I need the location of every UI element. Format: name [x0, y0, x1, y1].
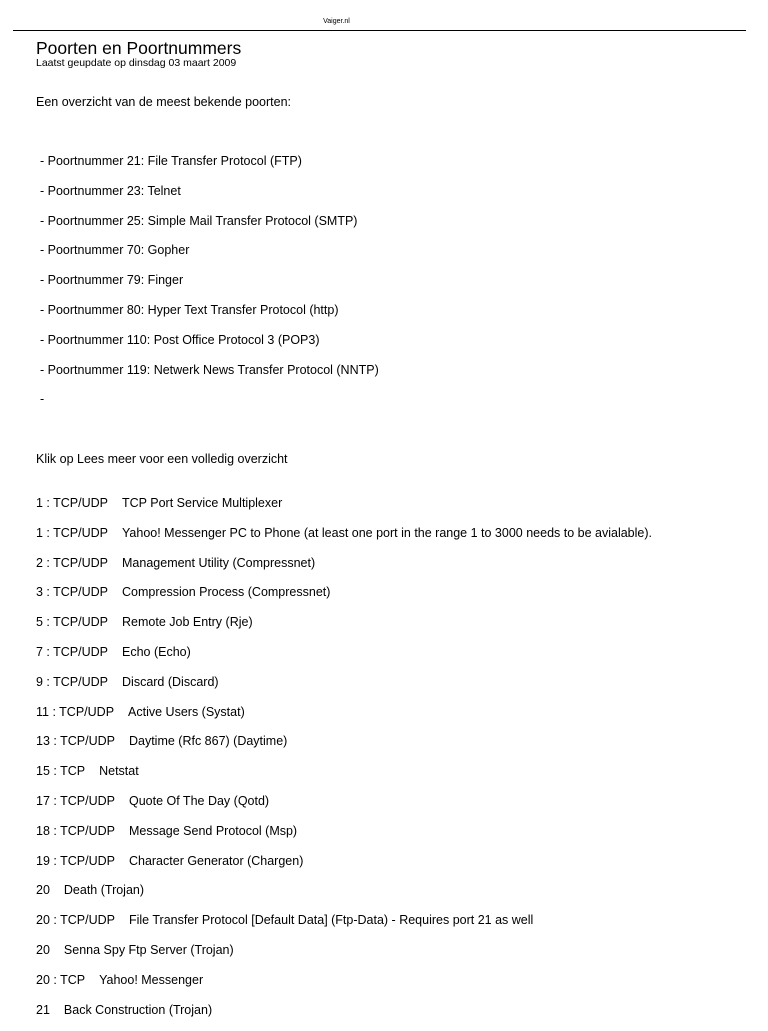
- table-row: [36, 525, 652, 555]
- list-item: - Poortnummer 25: Simple Mail Transfer Protocol (SMTP): [40, 213, 358, 228]
- table-row: [36, 674, 652, 704]
- list-item: - Poortnummer 119: Netwerk News Transfer Protocol (NNTP): [40, 362, 379, 377]
- table-row: [36, 1002, 652, 1031]
- port-number: 19 : TCP/UDP: [36, 853, 115, 868]
- table-row: [36, 555, 652, 585]
- port-service: Quote Of The Day (Qotd): [128, 793, 270, 808]
- port-service: Character Generator (Chargen): [128, 853, 304, 868]
- port-number: 2 : TCP/UDP: [36, 555, 109, 570]
- table-row: [36, 763, 652, 793]
- port-service: Netstat: [99, 764, 139, 779]
- port-service: Back Construction (Trojan): [63, 1002, 213, 1017]
- port-number: 5 : TCP/UDP: [36, 615, 109, 630]
- port-service: Message Send Protocol (Msp): [128, 823, 298, 838]
- list-item: - Poortnummer 21: File Transfer Protocol (FTP): [40, 154, 302, 168]
- table-row: [36, 793, 652, 823]
- list-item: - Poortnummer 79: Finger: [40, 273, 184, 288]
- port-service: Management Utility (Compressnet): [122, 555, 316, 570]
- port-service: Death (Trojan): [63, 883, 145, 898]
- table-row: [36, 882, 652, 912]
- full-port-list: [36, 495, 652, 1031]
- port-number: 17 : TCP/UDP: [36, 793, 115, 808]
- common-ports-list: [40, 153, 379, 421]
- port-service: Discard (Discard): [122, 674, 219, 689]
- list-item: - Poortnummer 80: Hyper Text Transfer Protocol (http): [40, 302, 339, 317]
- port-number: 13 : TCP/UDP: [36, 734, 115, 749]
- port-service: TCP Port Service Multiplexer: [122, 496, 283, 510]
- header-divider: [13, 30, 746, 31]
- port-service: Remote Job Entry (Rje): [122, 615, 253, 630]
- intro-text: Een overzicht van de meest bekende poorten:: [36, 95, 292, 109]
- table-row: [36, 733, 652, 763]
- port-number: 9 : TCP/UDP: [36, 674, 109, 689]
- list-item: -: [40, 392, 45, 407]
- port-service: Senna Spy Ftp Server (Trojan): [63, 942, 234, 957]
- port-service: Yahoo! Messenger PC to Phone (at least one port in the range 1 to 3000 needs to be avialable).: [122, 525, 652, 540]
- port-number: 21: [36, 1002, 50, 1017]
- port-service: File Transfer Protocol [Default Data] (Ftp-Data) - Requires port 21 as well: [128, 913, 534, 928]
- table-row: [36, 584, 652, 614]
- port-number: 20 : TCP/UDP: [36, 913, 115, 928]
- table-row: [36, 972, 652, 1002]
- port-number: 3 : TCP/UDP: [36, 585, 109, 600]
- port-number: 11 : TCP/UDP: [36, 704, 115, 719]
- port-service: Yahoo! Messenger: [99, 972, 204, 987]
- port-number: 20: [36, 942, 50, 957]
- table-row: [36, 644, 652, 674]
- page-title: Poorten en Poortnummers: [36, 38, 242, 58]
- table-row: [36, 614, 652, 644]
- site-name: Vaiger.nl: [323, 18, 350, 25]
- list-item: - Poortnummer 70: Gopher: [40, 243, 190, 258]
- port-service: Compression Process (Compressnet): [122, 585, 331, 600]
- table-row: [36, 912, 652, 942]
- port-number: 7 : TCP/UDP: [36, 644, 109, 659]
- port-number: 15 : TCP: [36, 764, 86, 779]
- table-row: [36, 942, 652, 972]
- list-item: - Poortnummer 110: Post Office Protocol 3 (POP3): [40, 332, 320, 347]
- port-number: 18 : TCP/UDP: [36, 823, 115, 838]
- table-row: [36, 823, 652, 853]
- port-service: Active Users (Systat): [128, 704, 245, 719]
- table-row: [36, 853, 652, 883]
- last-updated: Laatst geupdate op dinsdag 03 maart 2009: [36, 57, 237, 69]
- read-more-text: Klik op Lees meer voor een volledig overzicht: [36, 452, 288, 466]
- list-item: - Poortnummer 23: Telnet: [40, 183, 181, 198]
- port-service: Daytime (Rfc 867) (Daytime): [128, 734, 288, 749]
- port-number: 1 : TCP/UDP: [36, 525, 109, 540]
- port-number: 20: [36, 883, 50, 898]
- table-row: [36, 495, 652, 525]
- table-row: [36, 704, 652, 734]
- port-number: 1 : TCP/UDP: [36, 496, 109, 510]
- port-number: 20 : TCP: [36, 972, 86, 987]
- port-service: Echo (Echo): [122, 644, 191, 659]
